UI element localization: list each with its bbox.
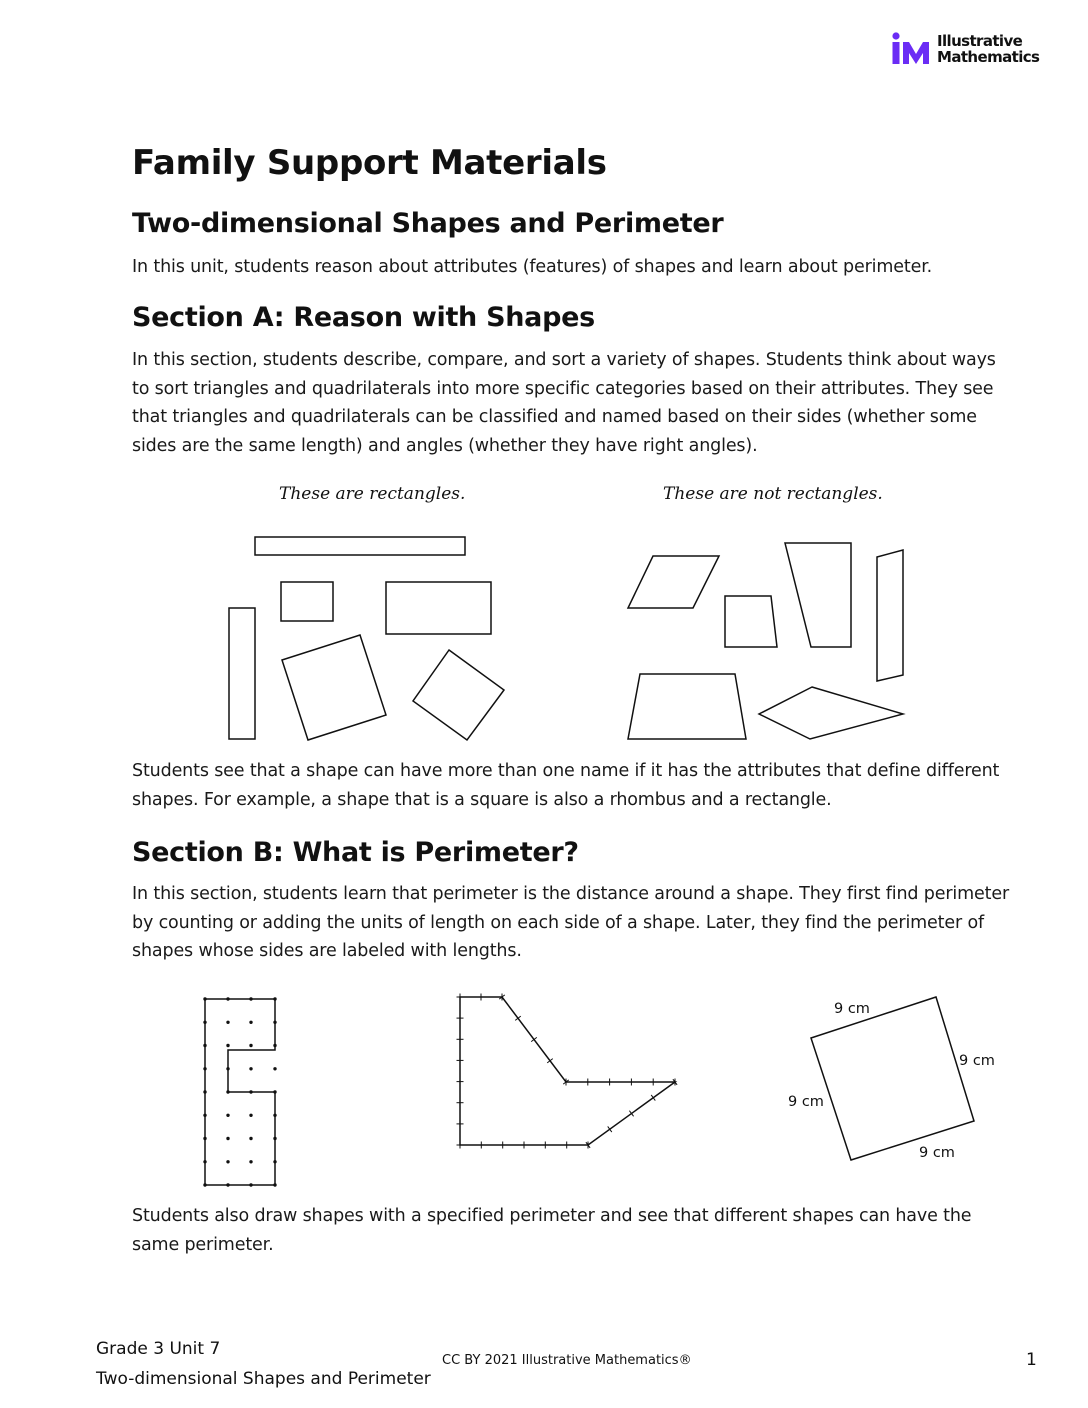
grid-dot (249, 1044, 252, 1047)
rectangles-figure (0, 525, 1088, 785)
rectangle-tilted-square (282, 635, 386, 740)
non-rectangle-examples (628, 543, 903, 739)
tick-mark-outline (460, 997, 675, 1145)
dot-grid-outline (205, 999, 275, 1185)
footer-unit-info (96, 1334, 431, 1394)
section-a-paragraph-2: Students see that a shape can have more than one name if it has the attributes that define different shapes. For example, a shape that is a square is also a rhombus and a rectangle. (132, 761, 1000, 810)
grid-dot (226, 1044, 229, 1047)
rectangle-tall-vertical (229, 608, 255, 739)
logo-wordmark (937, 33, 1039, 65)
grid-dot (226, 1114, 229, 1117)
grid-dot (249, 1067, 252, 1070)
section-b-heading: Section B: What is Perimeter? (132, 837, 579, 868)
section-a-paragraph-1: In this section, students describe, compare, and sort a variety of shapes. Students think about ways to sort triangles and quadrilaterals into more specific categories based on their attributes. They see that triangles and quadrilaterals can be classified and named based on their sides (whether some sides are the same length) and angles (whether they have right angles). (132, 350, 996, 456)
section-a-heading: Section A: Reason with Shapes (132, 302, 595, 333)
square-outline (811, 997, 974, 1160)
grid-dot (226, 1021, 229, 1024)
unit-intro: In this unit, students reason about attributes (features) of shapes and learn about perimeter. (132, 257, 933, 277)
square-label-top: 9 cm (834, 1001, 870, 1017)
rectangle-examples (229, 537, 504, 740)
tick-mark (608, 1126, 612, 1132)
rectangle-tilted-diamond (413, 650, 504, 740)
im-logo-icon (891, 32, 933, 66)
grid-dot (226, 1160, 229, 1163)
perimeter-figure (0, 985, 1088, 1195)
caption-not-rectangles: These are not rectangles. (663, 484, 883, 504)
caption-rectangles: These are rectangles. (279, 484, 466, 504)
illustrative-mathematics-logo (891, 32, 1041, 68)
logo-line-2: Mathematics (937, 48, 1040, 66)
rectangle-small (281, 582, 333, 621)
grid-dot (226, 1137, 229, 1140)
rectangle-long-horizontal (255, 537, 465, 555)
grid-dot (249, 1021, 252, 1024)
trapezoid-wide (628, 674, 746, 739)
unit-title: Two-dimensional Shapes and Perimeter (132, 208, 724, 239)
logo-line-1: Illustrative (937, 32, 1023, 50)
square-label-bottom: 9 cm (919, 1145, 955, 1161)
footer-unit-name: Two-dimensional Shapes and Perimeter (96, 1369, 431, 1389)
trapezoid-tall (785, 543, 851, 647)
section-b-paragraph-2: Students also draw shapes with a specified perimeter and see that different shapes can have the same perimeter. (132, 1206, 972, 1255)
thin-quadrilateral (877, 550, 903, 681)
footer-license: CC BY 2021 Illustrative Mathematics® (442, 1353, 692, 1368)
grid-dot (249, 1137, 252, 1140)
section-b-paragraph-1: In this section, students learn that perimeter is the distance around a shape. They first find perimeter by counting or adding the units of length on each side of a shape. Later, they find the perimeter of shapes whose sides are labeled with lengths. (132, 884, 1010, 961)
labeled-square (788, 997, 995, 1161)
dot-grid-shape (203, 997, 276, 1186)
grid-dot (273, 1067, 276, 1070)
parallelogram (628, 556, 719, 608)
kite (759, 687, 903, 739)
trapezoid-small (725, 596, 777, 647)
grid-dot (249, 1114, 252, 1117)
square-label-left: 9 cm (788, 1094, 824, 1110)
page-number: 1 (1026, 1350, 1037, 1370)
square-label-right: 9 cm (959, 1053, 995, 1069)
tick-mark (651, 1095, 655, 1101)
tick-mark-shape (457, 994, 678, 1149)
grid-dot (249, 1160, 252, 1163)
page-title: Family Support Materials (132, 143, 607, 183)
rectangle-medium (386, 582, 491, 634)
footer-grade-unit: Grade 3 Unit 7 (96, 1339, 221, 1359)
